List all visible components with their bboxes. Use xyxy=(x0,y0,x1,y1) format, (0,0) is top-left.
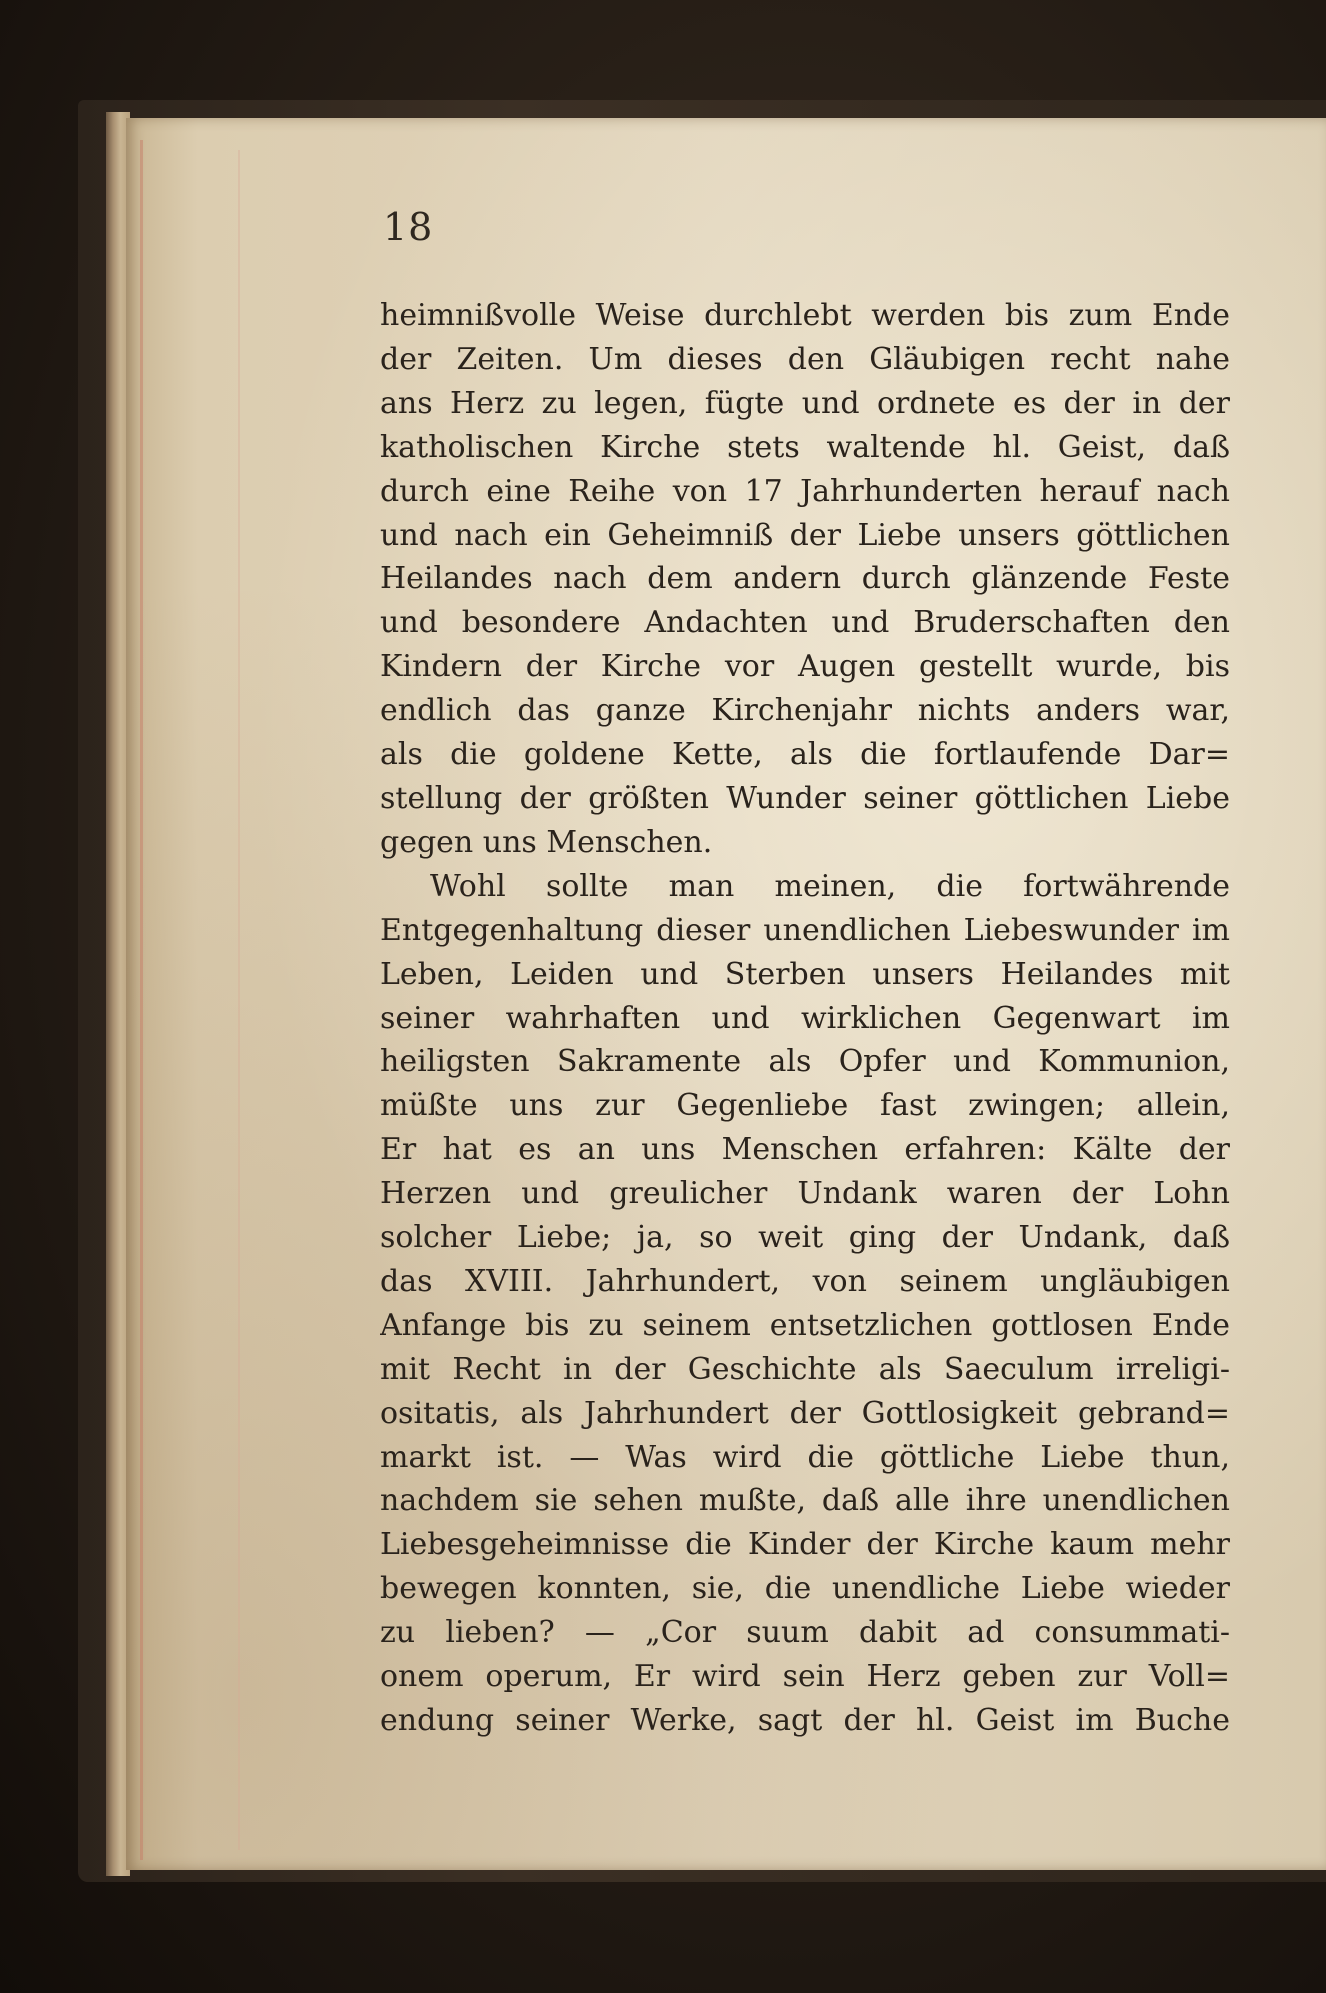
text-line: bewegen konnten, sie, die unendliche Liebe wieder xyxy=(380,1571,1230,1607)
text-line: als die goldene Kette, als die fortlaufende Dar= xyxy=(380,737,1230,773)
text-line: mit Recht in der Geschichte als Saeculum irreligi- xyxy=(380,1351,1230,1387)
page-number: 18 xyxy=(383,205,434,249)
text-line: onem operum, Er wird sein Herz geben zur Voll= xyxy=(380,1659,1230,1695)
text-line: Heilandes nach dem andern durch glänzende Feste xyxy=(380,561,1230,597)
text-line: heimnißvolle Weise durchlebt werden bis zum Ende xyxy=(380,298,1230,333)
text-line: Leben, Leiden und Sterben unsers Heilandes mit xyxy=(380,956,1230,992)
text-line: Entgegenhaltung dieser unendlichen Liebeswunder im xyxy=(380,912,1230,948)
text-line: gegen uns Menschen. xyxy=(380,824,713,860)
text-line: heiligsten Sakramente als Opfer und Kommunion, xyxy=(380,1044,1230,1080)
text-line: Herzen und greulicher Undank waren der Lohn xyxy=(380,1176,1230,1212)
page-text xyxy=(380,294,1230,1743)
text-line: Liebesgeheimnisse die Kinder der Kirche kaum mehr xyxy=(380,1527,1230,1563)
text-line: Kindern der Kirche vor Augen gestellt wurde, bis xyxy=(380,649,1230,685)
text-line: nachdem sie sehen mußte, daß alle ihre unendlichen xyxy=(380,1483,1230,1519)
text-line: solcher Liebe; ja, so weit ging der Undank, daß xyxy=(380,1220,1230,1256)
text-line: katholischen Kirche stets waltende hl. Geist, daß xyxy=(380,429,1230,465)
text-line: ositatis, als Jahrhundert der Gottlosigkeit gebrand= xyxy=(380,1395,1230,1431)
text-line: ans Herz zu legen, fügte und ordnete es der in der xyxy=(380,385,1230,421)
text-line: müßte uns zur Gegenliebe fast zwingen; allein, xyxy=(380,1088,1230,1124)
text-line: das XVIII. Jahrhundert, von seinem ungläubigen xyxy=(380,1263,1230,1299)
margin-rule xyxy=(238,150,240,1850)
text-line: Er hat es an uns Menschen erfahren: Kälte der xyxy=(380,1132,1230,1168)
text-line: durch eine Reihe von 17 Jahrhunderten herauf nach xyxy=(380,473,1230,509)
text-line: stellung der größten Wunder seiner göttlichen Liebe xyxy=(380,780,1230,816)
text-line: seiner wahrhaften und wirklichen Gegenwart im xyxy=(380,1000,1230,1036)
text-line: endung seiner Werke, sagt der hl. Geist im Buche xyxy=(380,1703,1230,1738)
text-line: markt ist. — Was wird die göttliche Liebe thun, xyxy=(380,1439,1230,1475)
margin-rule xyxy=(140,140,143,1860)
text-line: Wohl sollte man meinen, die fortwährende xyxy=(430,868,1230,904)
text-line: endlich das ganze Kirchenjahr nichts anders war, xyxy=(380,693,1230,729)
text-line: der Zeiten. Um dieses den Gläubigen recht nahe xyxy=(380,341,1230,377)
text-line: und besondere Andachten und Bruderschaften den xyxy=(380,605,1230,641)
text-line: zu lieben? — „Cor suum dabit ad consummati- xyxy=(380,1615,1230,1651)
text-line: Anfange bis zu seinem entsetzlichen gottlosen Ende xyxy=(380,1307,1230,1343)
text-line: und nach ein Geheimniß der Liebe unsers göttlichen xyxy=(380,517,1230,553)
